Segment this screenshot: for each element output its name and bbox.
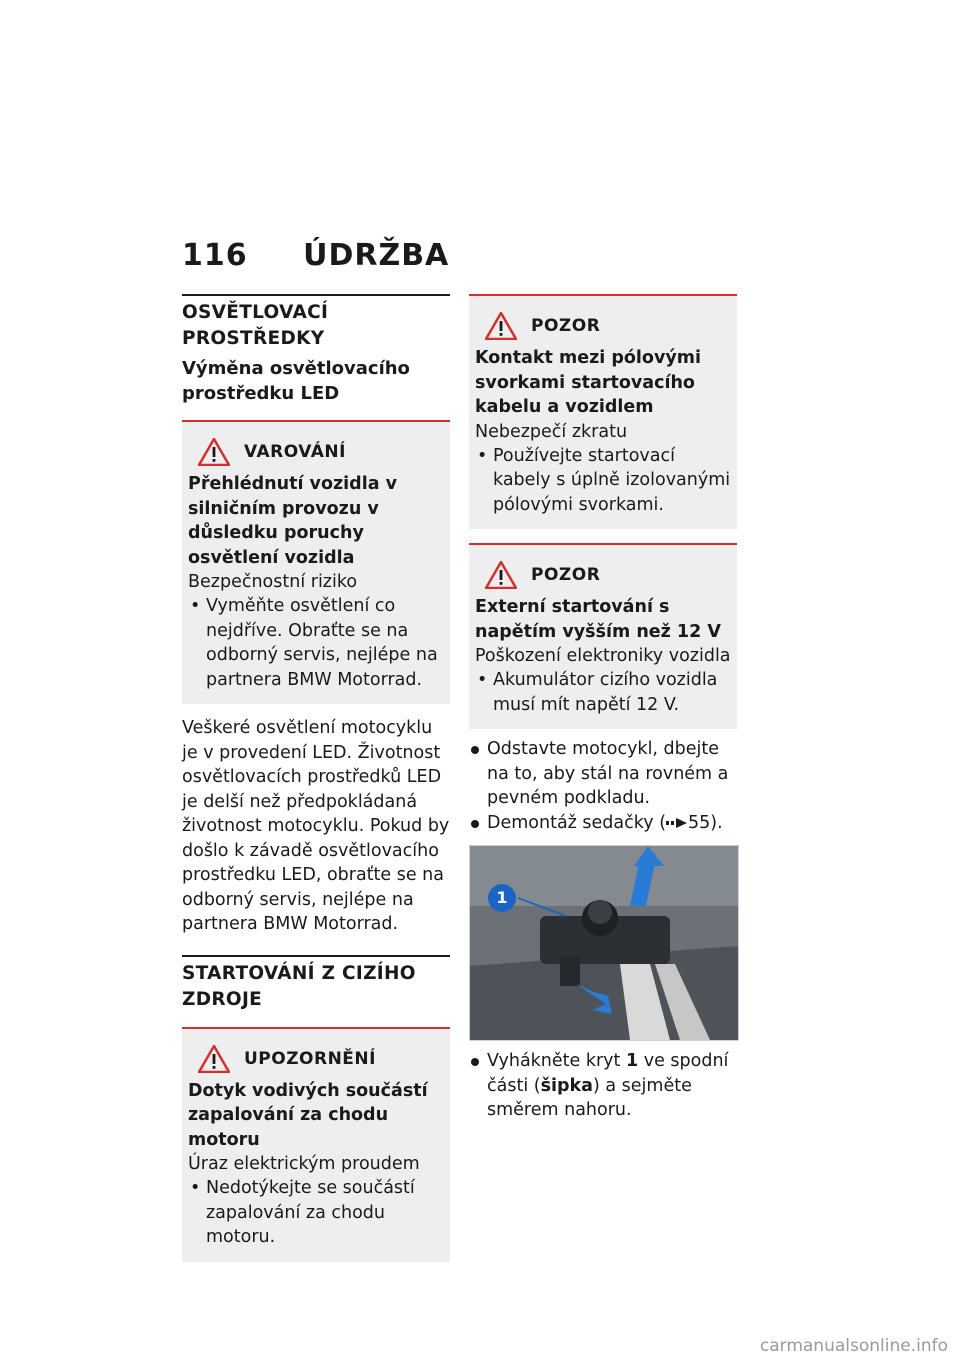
- warning-triangle-icon: [485, 312, 517, 340]
- right-column: [469, 294, 737, 1123]
- steps-list: [469, 737, 737, 835]
- notice-text: Úraz elektrickým proudem: [188, 1154, 420, 1174]
- warning-bullets: [188, 594, 444, 692]
- notice-bullets: [188, 1176, 444, 1250]
- list-item: • Akumulátor cizího vozidla musí mít napětí 12 V.: [475, 668, 731, 717]
- caution-label: POZOR: [531, 316, 601, 336]
- notice-title: Dotyk vodivých součástí zapalování za chodu motoru: [188, 1080, 428, 1150]
- left-column: [182, 294, 450, 1262]
- seat-cover-photo: [469, 845, 739, 1041]
- caution-title: Externí startování s napětím vyšším než 12 V: [475, 597, 721, 642]
- notice-label: UPOZORNĚNÍ: [244, 1048, 376, 1069]
- led-paragraph: Veškeré osvětlení motocyklu je v provedení LED. Životnost osvětlovacích prostředků LED je delší než předpokládaná životnost motocyklu. Pokud by došlo k závadě osvětlovacího prostředku LED, obraťte se na odborný servis, nejlépe na partnera BMW Motorrad.: [182, 718, 450, 934]
- caution-text: Nebezpečí zkratu: [475, 421, 628, 442]
- warning-title: Přehlédnutí vozidla v silničním provozu v důsledku poruchy osvětlení vozidla: [188, 474, 398, 568]
- caution-title: Kontakt mezi pólovými svorkami startovacího kabelu a vozidlem: [475, 348, 702, 417]
- page-number: 116: [182, 238, 248, 273]
- step-item: Vyhákněte kryt 1 ve spodní části (šipka) a sejměte směrem nahoru.: [469, 1049, 737, 1123]
- page-header: [182, 238, 449, 273]
- callout-1: 1: [488, 884, 516, 912]
- step-item: Demontáž sedačky ( 55).: [469, 811, 737, 836]
- caution-box-2: [469, 543, 737, 729]
- cover-removal-illustration: [470, 846, 738, 1040]
- section-title-jump-start: STARTOVÁNÍ Z CIZÍHO ZDROJE: [182, 955, 450, 1013]
- page-reference-arrow-icon: [666, 817, 688, 829]
- list-item: • Vyměňte osvětlení co nejdříve. Obraťte se na odborný servis, nejlépe na partnera BMW Motorrad.: [188, 594, 444, 692]
- notice-box: [182, 1027, 450, 1262]
- caution-text: Poškození elektroniky vozidla: [475, 646, 731, 666]
- list-item: • Používejte startovací kabely s úplně izolovanými pólovými svorkami.: [475, 444, 731, 518]
- warning-triangle-icon: [485, 561, 517, 589]
- caution-bullets: [475, 444, 731, 518]
- warning-triangle-icon: [198, 1045, 230, 1073]
- warning-box: [182, 420, 450, 704]
- chapter-title: ÚDRŽBA: [303, 238, 450, 273]
- caution-label: POZOR: [531, 565, 601, 585]
- subsection-title-led: Výměna osvětlovacího prostředku LED: [182, 358, 410, 404]
- section-title-lighting: OSVĚTLOVACÍ PROSTŘEDKY: [182, 294, 450, 352]
- caution-box-1: [469, 294, 737, 529]
- caution-bullets: [475, 668, 731, 717]
- warning-label: VAROVÁNÍ: [244, 442, 346, 462]
- steps-list-2: [469, 1049, 737, 1123]
- warning-triangle-icon: [198, 438, 230, 466]
- step-item: Odstavte motocykl, dbejte na to, aby stál na rovném a pevném podkladu.: [469, 737, 737, 811]
- page-reference: 55).: [688, 812, 723, 833]
- watermark-footer: carmanualsonline.info: [759, 1336, 948, 1356]
- list-item: • Nedotýkejte se součástí zapalování za chodu motoru.: [188, 1176, 444, 1250]
- warning-text: Bezpečnostní riziko: [188, 572, 358, 592]
